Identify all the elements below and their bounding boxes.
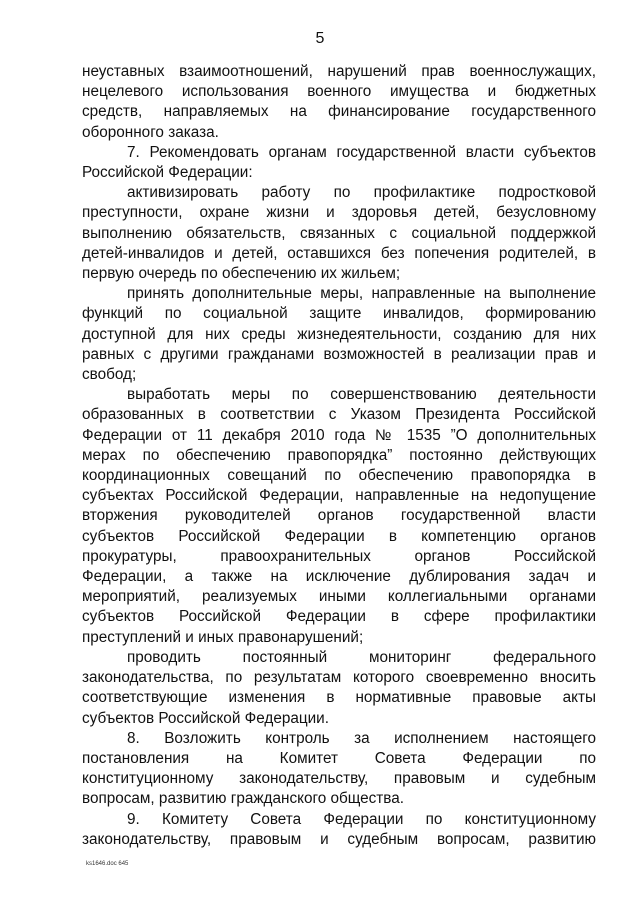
footer-file-code: ks1646.doc 645 (86, 861, 129, 867)
paragraph-line: прокуратуры, правоохранительных органов Российской (82, 547, 596, 565)
paragraph-line: выработать меры по совершенствованию деятельности (127, 386, 596, 404)
paragraph-line: координационных совещаний по обеспечению правопорядка в (82, 467, 596, 485)
paragraph-line: функций по социальной защите инвалидов, формированию (82, 305, 596, 323)
paragraph-line: 9. Комитету Совета Федерации по конституционному (127, 810, 596, 828)
paragraph-line: 8. Возложить контроль за исполнением настоящего (127, 729, 596, 747)
paragraph-line: свобод; (82, 366, 137, 384)
paragraph-line: законодательства, по результатам которого своевременно вносить (82, 669, 596, 687)
paragraph-line: вторжения руководителей органов государственной власти (82, 507, 596, 525)
paragraph-line: неуставных взаимоотношений, нарушений прав военнослужащих, (82, 63, 596, 80)
paragraph-line: равных с другими гражданами возможностей в реализации прав и (82, 345, 596, 363)
page-number: 5 (315, 30, 325, 47)
paragraph-line: законодательству, правовым и судебным вопросам, развитию (82, 830, 596, 848)
paragraph-line: субъектов Российской Федерации. (82, 709, 329, 727)
paragraph-line: Федерации, а также на исключение дублирования задач и (82, 568, 596, 586)
paragraph-line: соответствующие изменения в нормативные правовые акты (82, 689, 596, 707)
paragraph-line: оборонного заказа. (82, 123, 219, 141)
paragraph-line: средств, направляемых на финансирование государственного (82, 103, 596, 121)
paragraph-line: субъектов Российской Федерации в сфере профилактики (82, 608, 596, 626)
document-body (82, 62, 596, 850)
paragraph-line: субъектах Российской Федерации, направленные на недопущение (82, 487, 596, 505)
paragraph-line: мерах по обеспечению правопорядка” постоянно действующих (82, 446, 596, 464)
paragraph-line: нецелевого использования военного имущества и бюджетных (82, 83, 596, 101)
paragraph-line: субъектов Российской Федерации в компетенцию органов (82, 527, 596, 545)
paragraph-line: проводить постоянный мониторинг федерального (127, 648, 596, 666)
paragraph-line: постановления на Комитет Совета Федерации по (82, 749, 596, 767)
paragraph-line: 7. Рекомендовать органам государственной власти субъектов (127, 143, 596, 161)
paragraph-line: Российской Федерации: (82, 164, 253, 182)
paragraph-line: вопросам, развитию гражданского общества. (82, 790, 405, 808)
paragraph-line: образованных в соответствии с Указом Президента Российской (82, 406, 596, 424)
paragraph-line: детей-инвалидов и детей, оставшихся без попечения родителей, в (82, 244, 596, 262)
paragraph-line: первую очередь по обеспечению их жильем; (82, 265, 401, 283)
paragraph-line: конституционному законодательству, правовым и судебным (82, 770, 596, 788)
paragraph-line: активизировать работу по профилактике подростковой (127, 184, 596, 202)
paragraph-line: Федерации от 11 декабря 2010 года № 1535 ”О дополнительных (82, 426, 596, 444)
paragraph-line: мероприятий, реализуемых иными коллегиальными органами (82, 588, 596, 606)
paragraph-line: преступлений и иных правонарушений; (82, 628, 364, 646)
paragraph-line: принять дополнительные меры, направленные на выполнение (127, 285, 596, 303)
paragraph-line: выполнению обязательств, связанных с социальной поддержкой (82, 224, 596, 242)
paragraph-line: доступной для них среды жизнедеятельности, созданию для них (82, 325, 596, 343)
paragraph-line: преступности, охране жизни и здоровья детей, безусловному (82, 204, 596, 222)
